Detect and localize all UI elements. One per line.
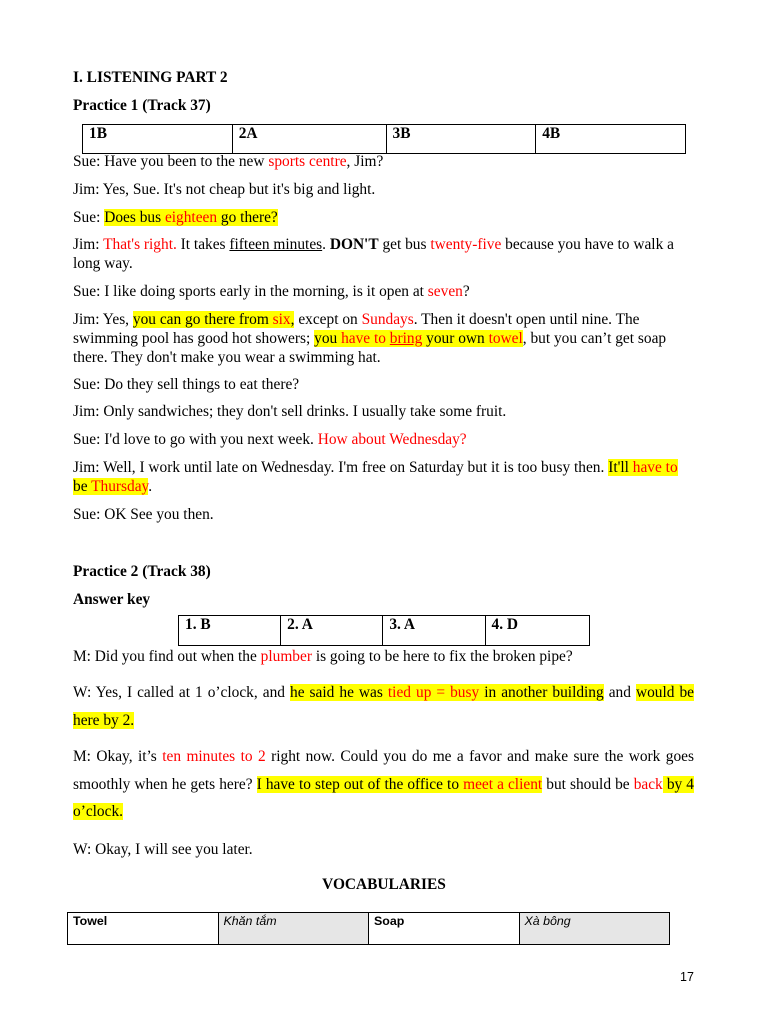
vocabularies-title: VOCABULARIES [322,876,446,893]
practice1-heading: Practice 1 (Track 37) [73,97,211,114]
vocab-word: Towel [68,913,219,945]
answer-cell: 2A [232,125,386,154]
section-heading: I. LISTENING PART 2 [73,69,228,86]
dialogue-line: W: Okay, I will see you later. [73,841,253,858]
dialogue-line: Jim: Yes, you can go there from six, except on Sundays. Then it doesn't open until nine. The swimming pool has good hot showers; you have to bring your own towel, but you can’t get soap there. They don't make you wear a swimming hat. [73,311,667,366]
dialogue-line: Jim: Well, I work until late on Wednesday. I'm free on Saturday but it is too busy then. It'll have to be Thursday. [73,459,678,495]
dialogue-line: Sue: I like doing sports early in the morning, is it open at seven? [73,283,470,300]
answer-cell: 3. A [383,616,485,646]
dialogue-line: W: Yes, I called at 1 o’clock, and he said he was tied up = busy in another building and would be here by 2. [73,684,695,729]
answer-cell: 1. B [179,616,281,646]
vocab-word: Soap [369,913,520,945]
dialogue-line: M: Did you find out when the plumber is going to be here to fix the broken pipe? [73,648,573,665]
dialogue-line: Sue: OK See you then. [73,506,214,523]
dialogue-line: Sue: Does bus eighteen go there? [73,209,278,226]
answer-key-label: Answer key [73,591,151,608]
table-row [68,913,670,945]
answer-cell: 2. A [281,616,383,646]
practice1-answer-table [82,124,686,154]
practice2-answer-table [178,615,590,646]
dialogue-line: Jim: Yes, Sue. It's not cheap but it's big and light. [73,181,376,198]
answer-cell: 3B [386,125,536,154]
dialogue-line: Jim: Only sandwiches; they don't sell drinks. I usually take some fruit. [73,403,507,420]
practice2-heading: Practice 2 (Track 38) [73,563,211,580]
dialogue-line: M: Okay, it’s ten minutes to 2 right now. Could you do me a favor and make sure the work goes smoothly when he gets here? I have to step out of the office to meet a client but should be back by 4 o’clock. [73,748,694,820]
dialogue-line: Sue: I'd love to go with you next week. How about Wednesday? [73,431,467,448]
page-number: 17 [680,970,694,984]
vocab-translation: Xà bông [519,913,670,945]
dialogue-line: Jim: That's right. It takes fifteen minutes. DON'T get bus twenty-five because you have to walk a long way. [73,236,674,272]
vocabulary-table [67,912,670,945]
answer-cell: 4. D [485,616,589,646]
vocab-translation: Khăn tắm [218,913,369,945]
answer-cell: 4B [536,125,686,154]
dialogue-line: Sue: Have you been to the new sports centre, Jim? [73,153,384,170]
dialogue-line: Sue: Do they sell things to eat there? [73,376,300,393]
answer-cell: 1B [83,125,233,154]
